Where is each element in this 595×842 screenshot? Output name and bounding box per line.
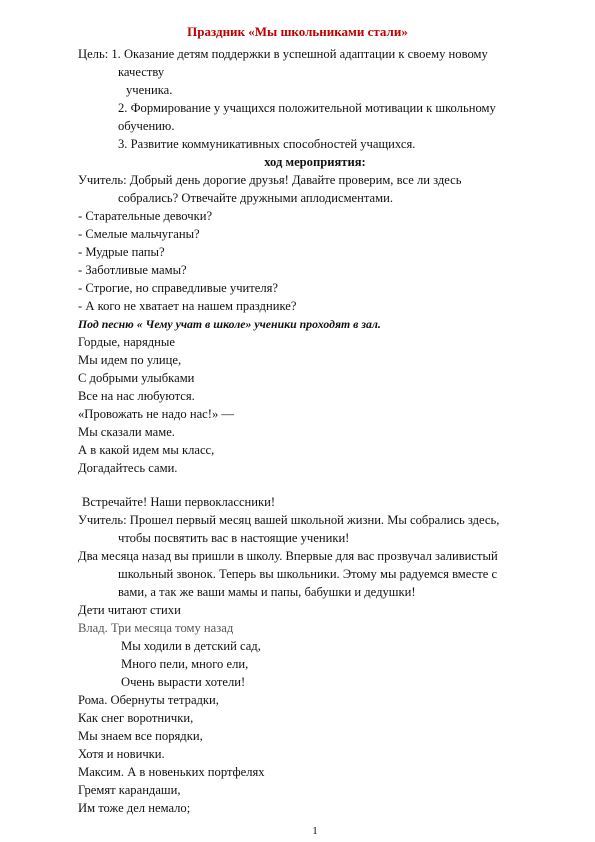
two-months-line-2: школьный звонок. Теперь вы школьники. Этому мы радуемся вместе с	[118, 567, 498, 581]
goal-line-5: обучению.	[118, 119, 175, 133]
kids-read-line: Дети читают стихи	[78, 603, 181, 617]
poem-line: Мы сказали маме.	[78, 425, 175, 439]
vlad-line-2: Мы ходили в детский сад,	[121, 639, 261, 653]
question-line: - Старательные девочки?	[78, 209, 213, 223]
poem-line: Мы идем по улице,	[78, 353, 182, 367]
teacher-speech-line-2: чтобы посвятить вас в настоящие ученики!	[118, 531, 350, 545]
question-line: - Мудрые папы?	[78, 245, 165, 259]
two-months-line-3: вами, а так же ваши мамы и папы, бабушки и дедушки!	[118, 585, 416, 599]
poem-line: А в какой идем мы класс,	[78, 443, 215, 457]
roma-line: Мы знаем все порядки,	[78, 729, 203, 743]
roma-line: Как снег воротнички,	[78, 711, 194, 725]
goal-line-2: качеству	[118, 65, 165, 79]
course-heading: ход мероприятия:	[264, 155, 366, 169]
document-title: Праздник «Мы школьниками стали»	[187, 24, 408, 39]
greeting-line: Встречайте! Наши первоклассники!	[82, 495, 276, 509]
roma-line: Хотя и новички.	[78, 747, 165, 761]
poem-line: Все на нас любуются.	[78, 389, 195, 403]
teacher-greeting-line-1: Учитель: Добрый день дорогие друзья! Давайте проверим, все ли здесь	[78, 173, 462, 187]
poem-line: С добрыми улыбками	[78, 371, 195, 385]
question-line: - Заботливые мамы?	[78, 263, 187, 277]
page-number: 1	[312, 825, 318, 837]
poem-line: «Провожать не надо нас!» —	[78, 407, 235, 421]
question-line: - Смелые мальчуганы?	[78, 227, 200, 241]
roma-line: Рома. Обернуты тетрадки,	[78, 693, 219, 707]
poem-line: Гордые, нарядные	[78, 335, 175, 349]
goal-line-4: 2. Формирование у учащихся положительной мотивации к школьному	[118, 101, 496, 115]
question-line: - Строгие, но справедливые учителя?	[78, 281, 279, 295]
vlad-line-4: Очень вырасти хотели!	[121, 675, 246, 689]
vlad-line-1: Влад. Три месяца тому назад	[78, 621, 234, 635]
vlad-line-3: Много пели, много ели,	[121, 657, 249, 671]
goal-line-3: ученика.	[126, 83, 173, 97]
teacher-speech-line-1: Учитель: Прошел первый месяц вашей школьной жизни. Мы собрались здесь,	[78, 513, 500, 527]
maxim-line: Гремят карандаши,	[78, 783, 181, 797]
stage-direction: Под песню « Чему учат в школе» ученики проходят в зал.	[78, 317, 381, 331]
teacher-greeting-line-2: собрались? Отвечайте дружными аплодисментами.	[118, 191, 393, 205]
question-line: - А кого не хватает на нашем празднике?	[78, 299, 297, 313]
goal-line-1: Цель: 1. Оказание детям поддержки в успешной адаптации к своему новому	[78, 47, 488, 61]
two-months-line-1: Два месяца назад вы пришли в школу. Впервые для вас прозвучал заливистый	[78, 549, 498, 563]
poem-line: Догадайтесь сами.	[78, 461, 178, 475]
maxim-line: Им тоже дел немало;	[78, 801, 191, 815]
maxim-line: Максим. А в новеньких портфелях	[78, 765, 265, 779]
goal-line-6: 3. Развитие коммуникативных способностей учащихся.	[118, 137, 416, 151]
